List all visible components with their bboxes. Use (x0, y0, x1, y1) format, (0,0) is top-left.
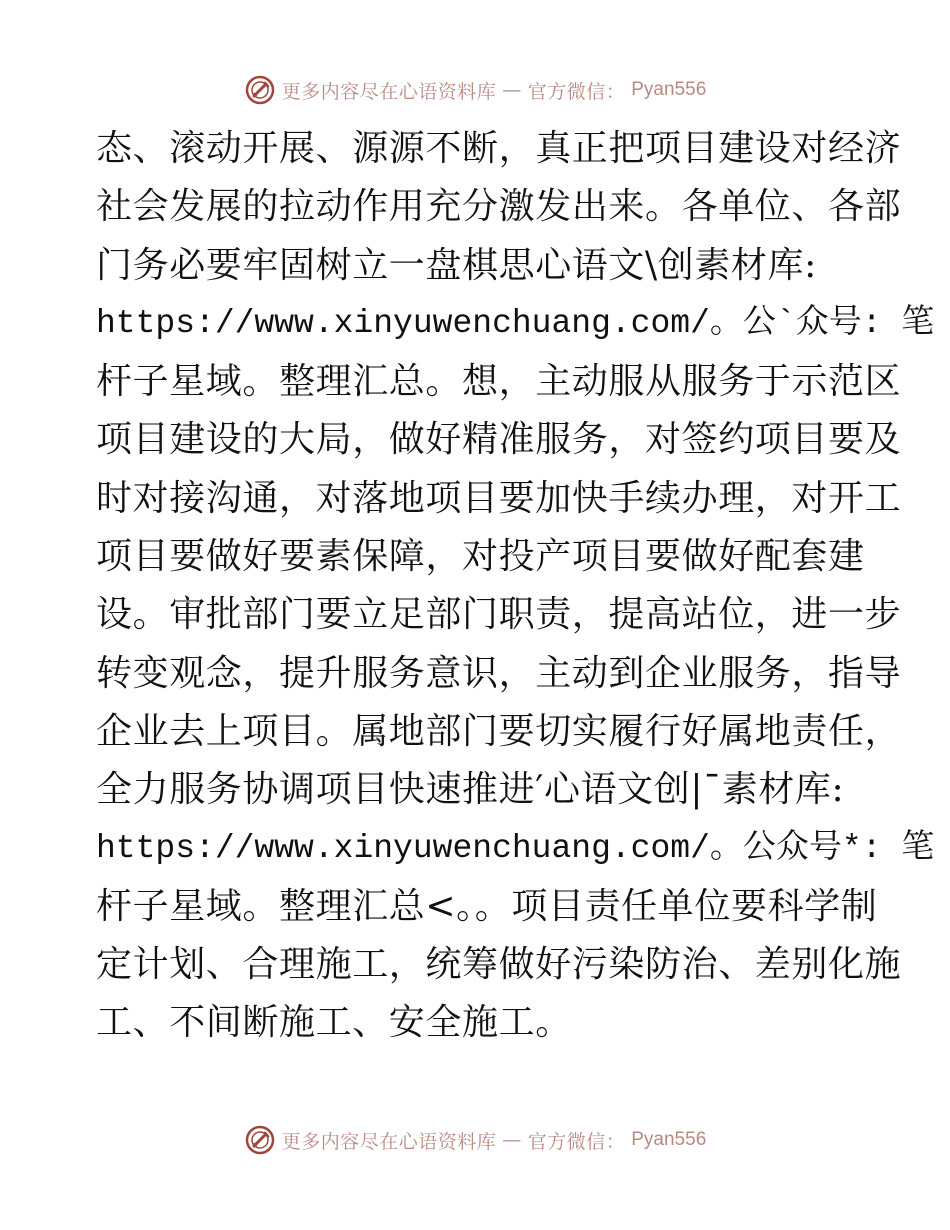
footer-label: 官方微信： (527, 1130, 626, 1153)
footer-banner (0, 1122, 950, 1158)
header-banner (0, 72, 950, 108)
body-line: 态、滚动开展、源源不断，真正把项目建设对经济 (96, 128, 902, 169)
header-label: 官方微信： (527, 80, 626, 103)
body-line: 杆子星域。整理汇总<。。项目责任单位要科学制 (96, 885, 878, 927)
header-text: 更多内容尽在心语资料库 (281, 80, 497, 103)
body-line: 全力服务协调项目快速推进′心语文创|¯素材库: (96, 769, 845, 811)
body-line: 设。审批部门要立足部门职责，提高站位，进一步 (96, 594, 902, 636)
footer-dash: — (502, 1129, 522, 1151)
body-line: 时对接沟通，对落地项目要加快手续办理，对开工 (96, 477, 902, 519)
footer-wechat-id: Pyan556 (631, 1129, 707, 1150)
body-line: 杆子星域。整理汇总。想，主动服从服务于示范区 (96, 361, 902, 403)
footer-text: 更多内容尽在心语资料库 (281, 1130, 497, 1153)
header-dash: — (502, 79, 522, 101)
seal-logo-icon (244, 1124, 276, 1156)
body-line: 企业去上项目。属地部门要切实履行好属地责任， (96, 710, 902, 752)
body-line: 项目建设的大局，做好精准服务，对签约项目要及 (96, 419, 902, 461)
seal-logo-icon (244, 74, 276, 106)
document-body (96, 120, 935, 1053)
body-line: 定计划、合理施工，统筹做好污染防治、差别化施 (96, 944, 902, 986)
body-line: 工、不间断施工、安全施工。 (96, 1002, 572, 1044)
body-line-url: https://www.xinyuwenchuang.com/。公众号*: 笔 (96, 829, 935, 867)
body-line: 转变观念，提升服务意识，主动到企业服务，指导 (96, 652, 902, 694)
body-line: 项目要做好要素保障，对投产项目要做好配套建 (96, 536, 865, 578)
header-wechat-id: Pyan556 (631, 79, 707, 100)
body-line: 社会发展的拉动作用充分激发出来。各单位、各部 (96, 186, 902, 228)
body-line-url: https://www.xinyuwenchuang.com/。公`众号: 笔 (96, 304, 935, 342)
body-line: 门务必要牢固树立一盘棋思心语文\创素材库: (96, 244, 817, 286)
